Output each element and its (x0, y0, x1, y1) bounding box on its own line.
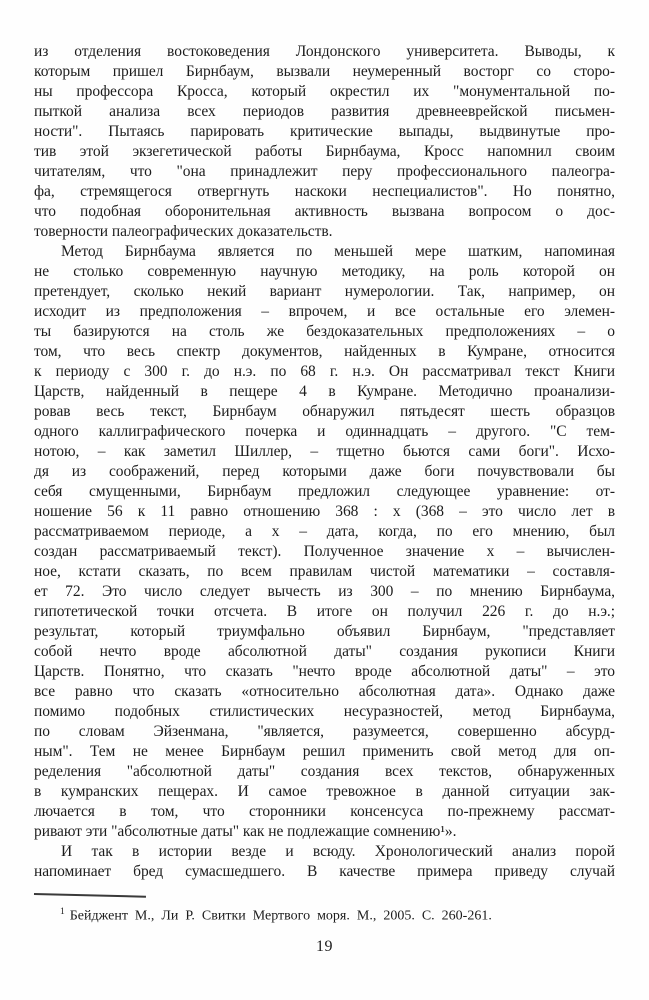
text-line: создан рассматриваемый текст). Полученное значение х – вычислен- (34, 543, 615, 560)
text-line: помимо подобных стилистических несуразностей, метод Бирнбаума, (34, 703, 615, 720)
text-line: по словам Эйзенмана, "является, разумеется, совершенно абсурд- (34, 723, 615, 740)
text-line: ривают эти "абсолютные даты" как не подлежащие сомнению¹». (34, 823, 457, 840)
text-line: ет 72. Это число следует вычесть из 300 – по мнению Бирнбаума, (34, 583, 615, 600)
text-line: исходит из предположения – впрочем, и все остальные его элемен- (34, 303, 615, 320)
text-line: ределения "абсолютной даты" создания всех текстов, обнаруженных (34, 763, 615, 780)
text-line: напоминает бред сумасшедшего. В качестве примера приведу случай (34, 863, 615, 880)
text-line: одного каллиграфического почерка и одиннадцать – другого. "С тем- (34, 423, 615, 440)
page-number: 19 (316, 938, 333, 955)
text-line: И так в истории везде и всюду. Хронологический анализ порой (61, 843, 615, 860)
text-line: ношение 56 к 11 равно отношению 368 : х (368 – это число лет в (34, 503, 615, 520)
text-line: ное, кстати сказать, по всем правилам чистой математики – составля- (34, 563, 615, 580)
text-line: к периоду с 300 г. до н.э. по 68 г. н.э. Он рассматривал текст Книги (34, 363, 615, 380)
text-line: ты базируются на столь же бездоказательных предположениях – о (34, 323, 615, 340)
footnote (34, 903, 615, 926)
footnote-text: Бейджент М., Ли Р. Свитки Мертвого моря. М., 2005. С. 260-261. (69, 908, 492, 924)
text-line: претендует, сколько некий вариант нумерологии. Так, например, он (34, 283, 615, 300)
text-line: Царств, найденный в пещере 4 в Кумране. Методично проанализи- (34, 383, 615, 400)
paragraph-history-everywhere (34, 842, 615, 882)
text-line: в кумранских пещерах. И самое тревожное в данной ситуации зак- (34, 783, 615, 800)
text-line: из отделения востоковедения Лондонского университета. Выводы, к (34, 43, 615, 60)
text-line: ным". Тем не менее Бирнбаум решил применить свой метод для оп- (34, 743, 615, 760)
text-line: читателям, что "она принадлежит перу профессионального палеогра- (34, 163, 615, 180)
text-line: собой нечто вроде абсолютной даты" создания рукописи Книги (34, 643, 615, 660)
text-line: дя из соображений, перед которыми даже боги почувствовали бы (34, 463, 615, 480)
text-line: ровав весь текст, Бирнбаум обнаружил пятьдесят шесть образцов (34, 403, 615, 420)
text-line: рассматриваемом периоде, а х – дата, когда, по его мнению, был (34, 523, 615, 540)
text-line: Царств. Понятно, что сказать "нечто вроде абсолютной даты" – это (34, 663, 615, 680)
text-line: пыткой анализа всех периодов развития древнееврейской письмен- (34, 103, 615, 120)
text-line: результат, который триумфально объявил Бирнбаум, "представляет (34, 623, 615, 640)
paragraph-birnbaum-method (34, 242, 615, 842)
text-line: которым пришел Бирнбаум, вызвали неумеренный восторг со сторо- (34, 63, 615, 80)
text-line: что подобная оборонительная активность вызвана вопросом о дос- (34, 203, 615, 220)
text-line: не столько современную научную методику, на роль которой он (34, 263, 615, 280)
text-line: ны профессора Кросса, который окрестил их "монументальной по- (34, 83, 615, 100)
text-line: товерности палеографических доказательств. (34, 223, 333, 240)
text-line: Метод Бирнбаума является по меньшей мере шатким, напоминая (61, 243, 615, 260)
text-line: гипотетической точки отсчета. В итоге он получил 226 г. до н.э.; (34, 603, 615, 620)
text-line: том, что весь спектр документов, найденных в Кумране, относится (34, 343, 615, 360)
text-line: фа, стремящегося отвергнуть наскоки неспециалистов". Но понятно, (34, 183, 615, 200)
footnote-divider (34, 893, 146, 898)
paragraph-continuation (34, 42, 615, 242)
text-line: все равно что сказать «относительно абсолютная дата». Однако даже (34, 683, 615, 700)
text-column (34, 42, 615, 882)
text-line: тив этой экзегетической работы Бирнбаума, Кросс напомнил своим (34, 143, 615, 160)
text-line: лючается в том, что сторонники консенсуса по-прежнему рассмат- (34, 803, 615, 820)
text-line: нотою, – как заметил Шиллер, – тщетно бьются сами боги". Исхо- (34, 443, 615, 460)
footnote-marker: 1 (60, 907, 65, 917)
text-line: себя смущенными, Бирнбаум предложил следующее уравнение: от- (34, 483, 615, 500)
text-line: ности". Пытаясь парировать критические выпады, выдвинутые про- (34, 123, 615, 140)
